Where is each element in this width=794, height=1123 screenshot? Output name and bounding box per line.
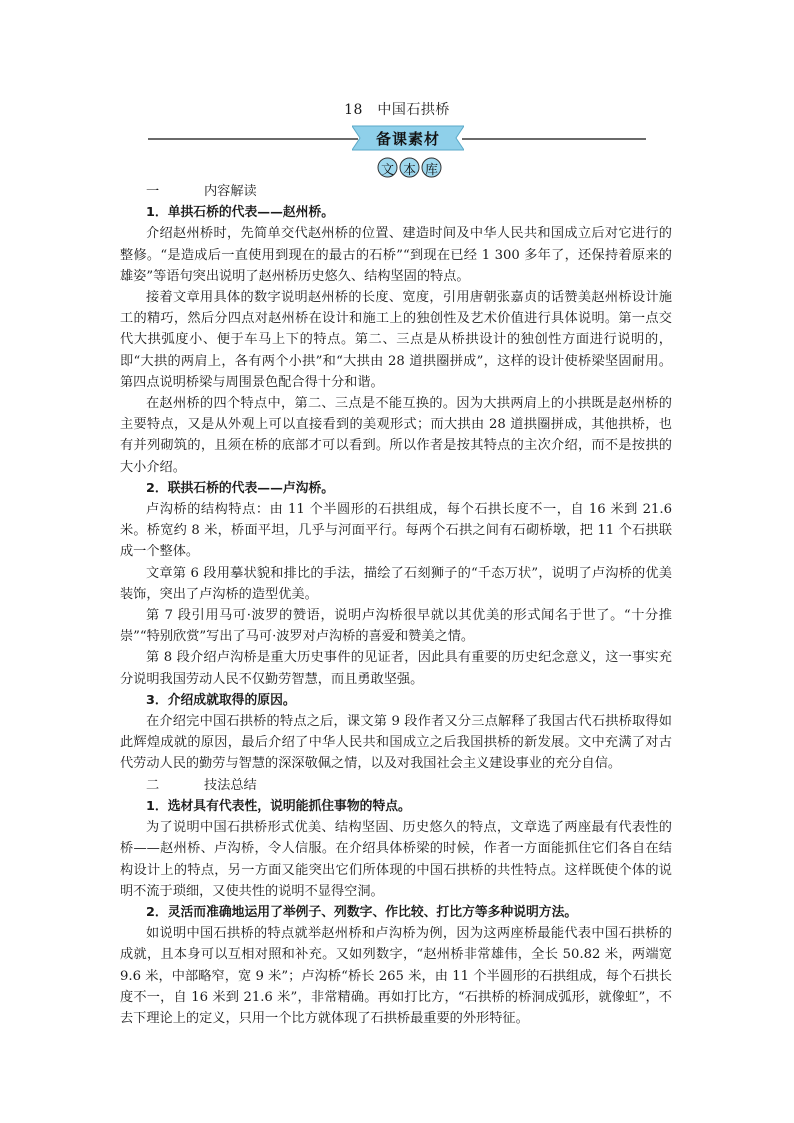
paragraph: 为了说明中国石拱桥形式优美、结构坚固、历史悠久的特点，文章选了两座最有代表性的桥——赵州桥、卢沟桥，令人信服。在介绍具体桥梁的时候，作者一方面能抓住它们各自在结构设计上的特点，另一方面又能突出它们所体现的中国石拱桥的共性特点。这样既使个体的说明不流于琐细，又使共性的说明不显得空洞。	[120, 820, 672, 899]
section-heading	[120, 181, 672, 202]
subsection-title: 3．介绍成就取得的原因。	[146, 692, 296, 708]
paragraph: 第 7 段引用马可·波罗的赞语，说明卢沟桥很早就以其优美的形式闻名于世了。“十分推崇”“特别欣赏”写出了马可·波罗对卢沟桥的喜爱和赞美之情。	[120, 608, 672, 645]
section-number: 二	[146, 777, 160, 793]
paragraph: 在赵州桥的四个特点中，第二、三点是不能互换的。因为大拱两肩上的小拱既是赵州桥的主要特点，又是从外观上可以直接看到的美观形式；而大拱由 28 道拱圈拼成，其他拱桥，也有并列砌筑的，且须在桥的底部才可以看到。所以作者是按其特点的主次介绍，而不是按拱的大小介绍。	[120, 396, 672, 475]
section-title: 技法总结	[204, 777, 257, 793]
subsection-title: 1．选材具有代表性，说明能抓住事物的特点。	[146, 798, 411, 814]
section-banner	[352, 123, 464, 153]
badge-ku: 库	[421, 157, 442, 178]
subsection-title: 2．灵活而准确地运用了举例子、列数字、作比较、打比方等多种说明方法。	[146, 904, 578, 920]
banner-label: 备课素材	[375, 130, 440, 148]
paragraph: 在介绍完中国石拱桥的特点之后，课文第 9 段作者又分三点解释了我国古代石拱桥取得如此辉煌成就的原因，最后介绍了中华人民共和国成立之后我国拱桥的新发展。文中充满了对古代劳动人民的勤劳与智慧的深深敬佩之情，以及对我国社会主义建设事业的充分自信。	[120, 714, 672, 772]
badge-ben: 本	[399, 157, 420, 178]
banner-rule-right	[462, 138, 646, 140]
banner-rule-left	[148, 138, 358, 140]
paragraph: 第 8 段介绍卢沟桥是重大历史事件的见证者，因此具有重要的历史纪念意义，这一事实充分说明我国劳动人民不仅勤劳智慧，而且勇敢坚强。	[120, 650, 672, 687]
document-body	[120, 181, 672, 1029]
text-library-badges	[375, 157, 445, 179]
paragraph: 卢沟桥的结构特点：由 11 个半圆形的石拱组成，每个石拱长度不一，自 16 米到 21.6 米。桥宽约 8 米，桥面平坦，几乎与河面平行。每两个石拱之间有石砌桥墩，把 11 个石拱联成一个整体。	[120, 502, 672, 560]
paragraph: 文章第 6 段用摹状貌和排比的手法，描绘了石刻狮子的“千态万状”，说明了卢沟桥的优美装饰，突出了卢沟桥的造型优美。	[120, 565, 672, 602]
badge-wen: 文	[377, 157, 398, 178]
paragraph: 介绍赵州桥时，先简单交代赵州桥的位置、建造时间及中华人民共和国成立后对它进行的整修。“是造成后一直使用到现在的最古的石桥”“到现在已经 1 300 多年了，还保持着原来的雄姿”等语句突出说明了赵州桥历史悠久、结构坚固的特点。	[120, 226, 672, 284]
subsection-title: 2．联拱石桥的代表——卢沟桥。	[146, 480, 335, 496]
subsection-title: 1．单拱石桥的代表——赵州桥。	[146, 205, 335, 221]
paragraph: 如说明中国石拱桥的特点就举赵州桥和卢沟桥为例，因为这两座桥最能代表中国石拱桥的成就，且本身可以互相对照和补充。又如列数字，“赵州桥非常雄伟，全长 50.82 米，两端宽 9.6 米，中部略窄，宽 9 米”；卢沟桥“桥长 265 米，由 11 个半圆形的石拱组成，每个石拱长度不一，自 16 米到 21.6 米”，非常精确。再如打比方，“石拱桥的桥洞成弧形，就像虹”，不去下理论上的定义，只用一个比方就体现了石拱桥最重要的外形特征。	[120, 926, 672, 1026]
paragraph: 接着文章用具体的数字说明赵州桥的长度、宽度，引用唐朝张嘉贞的话赞美赵州桥设计施工的精巧，然后分四点对赵州桥在设计和施工上的独创性及艺术价值进行具体说明。第一点交代大拱弧度小、便于车马上下的特点。第二、三点是从桥拱设计的独创性方面进行说明的，即“大拱的两肩上，各有两个小拱”和“大拱由 28 道拱圈拼成”，这样的设计使桥梁坚固耐用。第四点说明桥梁与周围景色配合得十分和谐。	[120, 290, 672, 390]
section-number: 一	[146, 184, 160, 199]
section-heading	[120, 775, 672, 796]
section-title: 内容解读	[204, 184, 257, 199]
lesson-title: 18 中国石拱桥	[344, 102, 450, 118]
